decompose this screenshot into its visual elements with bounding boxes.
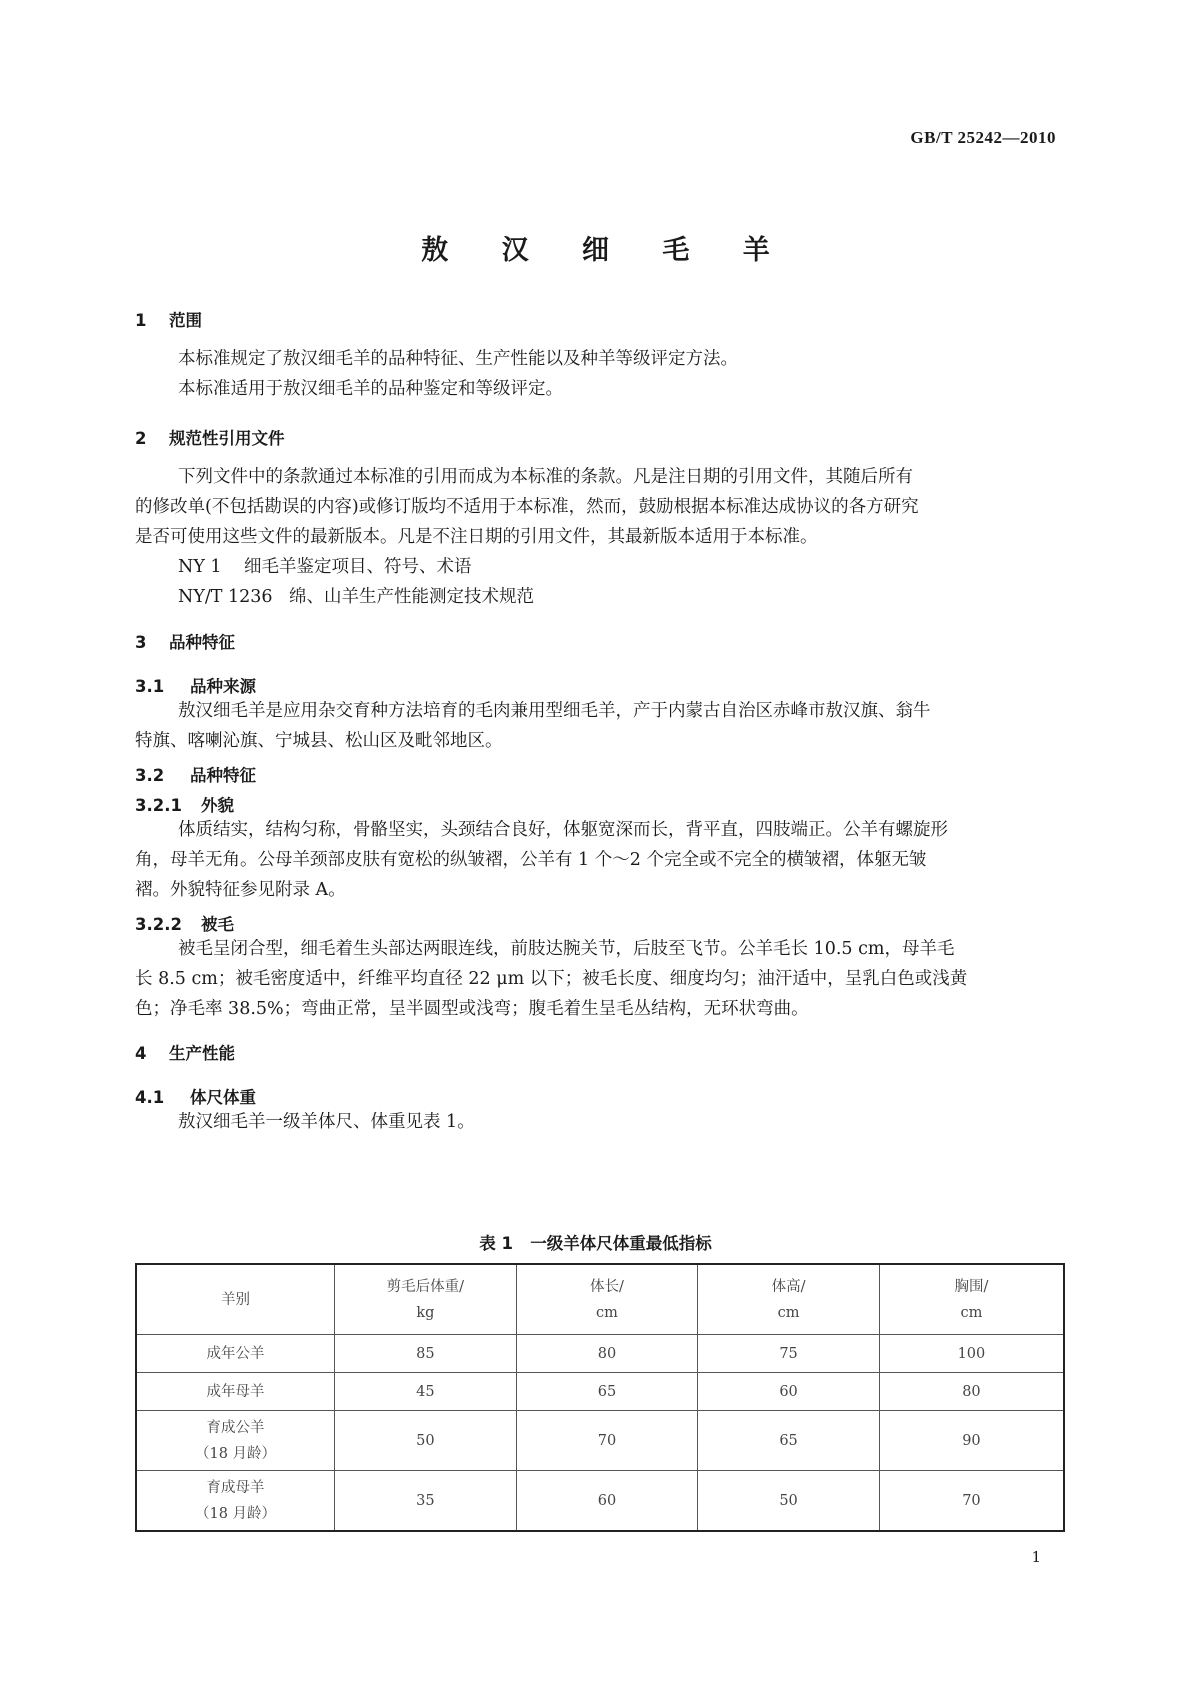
paragraph-line: 体质结实，结构匀称，骨骼坚实，头颈结合良好，体躯宽深而长，背平直，四肢端正。公羊有螺旋形: [178, 820, 948, 840]
subsection-3-1-heading: [135, 673, 256, 697]
section-3-heading: [135, 629, 235, 653]
page-number: 1: [1031, 1548, 1041, 1566]
table-cell: [136, 1411, 335, 1471]
table-header-row: [136, 1264, 1064, 1335]
table-row: [136, 1411, 1064, 1471]
header-unit: kg: [416, 1304, 435, 1321]
normative-reference: [178, 551, 472, 584]
header-unit: cm: [960, 1304, 983, 1321]
header-label: 剪毛后体重/: [386, 1278, 465, 1295]
section-title: 品种特征: [190, 766, 256, 785]
table-cell: 100: [879, 1335, 1064, 1373]
table-cell: 成年公羊: [136, 1335, 335, 1373]
section-number: 4: [135, 1044, 147, 1063]
row-sublabel: （18 月龄）: [195, 1505, 277, 1522]
table-cell: 50: [335, 1411, 517, 1471]
standard-number: GB/T 25242—2010: [910, 128, 1056, 147]
table-row: [136, 1373, 1064, 1411]
section-title: 被毛: [201, 915, 234, 934]
table-cell: 75: [698, 1335, 880, 1373]
section-title: 体尺体重: [190, 1088, 256, 1107]
table-cell: 50: [698, 1471, 880, 1532]
section-title: 范围: [169, 311, 202, 330]
table-cell: [136, 1471, 335, 1532]
table-cell: 65: [698, 1411, 880, 1471]
table-cell: 90: [879, 1411, 1064, 1471]
subsection-3-2-heading: [135, 762, 256, 786]
table-cell: 60: [516, 1471, 698, 1532]
document-title: 敖 汉 细 毛 羊: [421, 235, 792, 266]
paragraph-line: 被毛呈闭合型，细毛着生头部达两眼连线，前肢达腕关节，后肢至飞节。公羊毛长 10.5 cm，母羊毛: [178, 939, 955, 959]
subsection-3-2-2-heading: [135, 911, 234, 935]
section-number: 1: [135, 311, 147, 330]
subsection-4-1-heading: [135, 1084, 256, 1108]
header-label: 羊别: [221, 1291, 251, 1308]
reference-code: NY 1: [178, 557, 222, 577]
section-1-heading: [135, 307, 202, 331]
table-row: [136, 1471, 1064, 1532]
paragraph: 本标准适用于敖汉细毛羊的品种鉴定和等级评定。: [178, 379, 563, 399]
reference-title: 绵、山羊生产性能测定技术规范: [289, 587, 534, 607]
header-unit: cm: [596, 1304, 618, 1321]
section-2-heading: [135, 425, 285, 449]
subsection-3-2-1-heading: [135, 792, 234, 816]
paragraph: 本标准规定了敖汉细毛羊的品种特征、生产性能以及种羊等级评定方法。: [178, 349, 738, 369]
section-title: 外貌: [201, 796, 234, 815]
section-number: 3.2: [135, 766, 165, 785]
header-label: 体高/: [771, 1278, 806, 1295]
section-title: 品种来源: [190, 677, 256, 696]
table-caption: 表 1 一级羊体尺体重最低指标: [479, 1234, 712, 1253]
section-number: 3.1: [135, 677, 165, 696]
reference-code: NY/T 1236: [178, 587, 273, 607]
paragraph-line: 色；净毛率 38.5%；弯曲正常，呈半圆型或浅弯；腹毛着生呈毛丛结构，无环状弯曲。: [135, 999, 809, 1019]
table-cell: 成年母羊: [136, 1373, 335, 1411]
table-cell: 70: [516, 1411, 698, 1471]
table-cell: 45: [335, 1373, 517, 1411]
paragraph-line: 敖汉细毛羊是应用杂交育种方法培育的毛肉兼用型细毛羊，产于内蒙古自治区赤峰市敖汉旗、翁牛: [178, 701, 931, 721]
table-cell: 80: [516, 1335, 698, 1373]
column-header: [516, 1264, 698, 1335]
section-number: 3.2.2: [135, 915, 182, 934]
section-title: 规范性引用文件: [169, 429, 285, 448]
section-title: 生产性能: [169, 1044, 235, 1063]
paragraph-line: 长 8.5 cm；被毛密度适中，纤维平均直径 22 μm 以下；被毛长度、细度均匀；油汗适中，呈乳白色或浅黄: [135, 969, 968, 989]
table-row: [136, 1335, 1064, 1373]
table-cell: 80: [879, 1373, 1064, 1411]
header-label: 胸围/: [954, 1278, 989, 1295]
normative-reference: [178, 581, 534, 614]
row-sublabel: （18 月龄）: [195, 1445, 277, 1462]
column-header: [136, 1264, 335, 1335]
section-number: 3.2.1: [135, 796, 182, 815]
table-cell: 70: [879, 1471, 1064, 1532]
paragraph-line: 的修改单(不包括勘误的内容)或修订版均不适用于本标准，然而，鼓励根据本标准达成协议的各方研究: [135, 497, 919, 517]
section-number: 3: [135, 633, 147, 652]
data-table: [135, 1263, 1065, 1532]
column-header: [698, 1264, 880, 1335]
paragraph-line: 褶。外貌特征参见附录 A。: [135, 880, 346, 900]
table-cell: 65: [516, 1373, 698, 1411]
paragraph-line: 特旗、喀喇沁旗、宁城县、松山区及毗邻地区。: [135, 731, 503, 751]
paragraph-line: 敖汉细毛羊一级羊体尺、体重见表 1。: [178, 1112, 475, 1132]
column-header: [879, 1264, 1064, 1335]
paragraph-line: 是否可使用这些文件的最新版本。凡是不注日期的引用文件，其最新版本适用于本标准。: [135, 527, 818, 547]
table-cell: 85: [335, 1335, 517, 1373]
column-header: [335, 1264, 517, 1335]
table-cell: 35: [335, 1471, 517, 1532]
paragraph-line: 角，母羊无角。公母羊颈部皮肤有宽松的纵皱褶，公羊有 1 个～2 个完全或不完全的横皱褶，体躯无皱: [135, 850, 927, 870]
header-unit: cm: [777, 1304, 800, 1321]
paragraph-line: 下列文件中的条款通过本标准的引用而成为本标准的条款。凡是注日期的引用文件，其随后所有: [178, 467, 913, 487]
row-label: 育成公羊: [206, 1419, 265, 1436]
section-number: 4.1: [135, 1088, 165, 1107]
reference-title: 细毛羊鉴定项目、符号、术语: [244, 557, 472, 577]
row-label: 育成母羊: [206, 1479, 265, 1496]
section-number: 2: [135, 429, 147, 448]
table-cell: 60: [698, 1373, 880, 1411]
section-4-heading: [135, 1040, 235, 1064]
header-label: 体长/: [590, 1278, 624, 1295]
section-title: 品种特征: [169, 633, 235, 652]
